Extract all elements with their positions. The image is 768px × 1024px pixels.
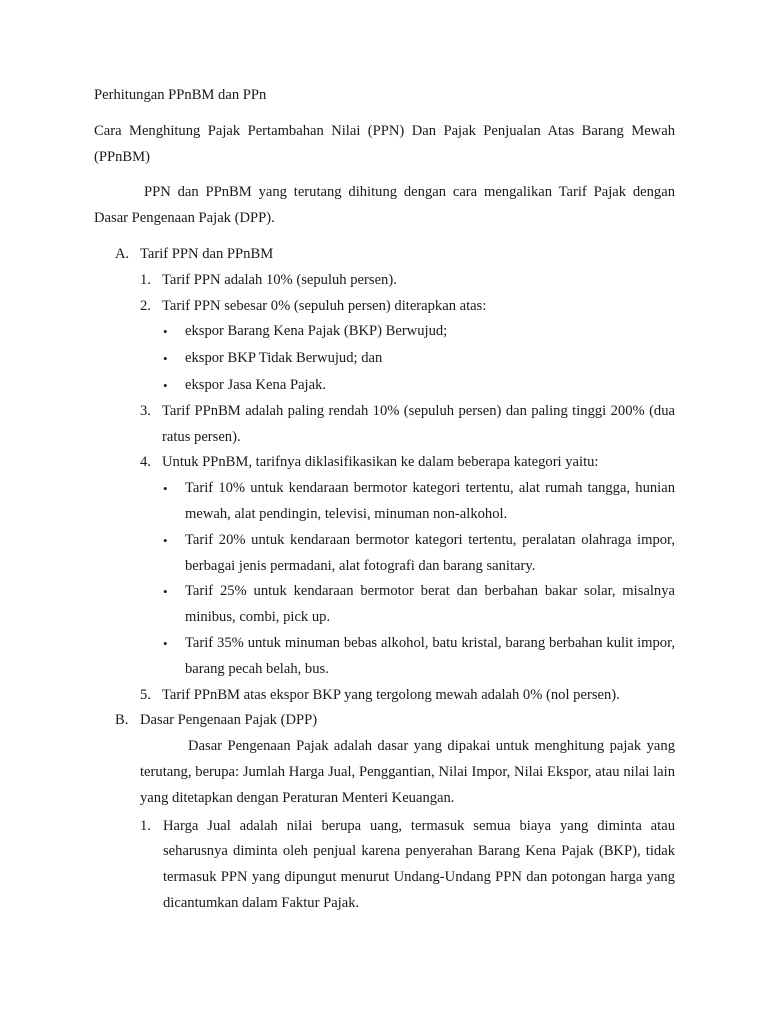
bullet-item: [94, 319, 675, 345]
bullet-icon: •: [163, 532, 168, 548]
section-b-marker: B.: [115, 712, 129, 729]
bullet-item: [94, 579, 675, 631]
list-item-text: Tarif PPnBM atas ekspor BKP yang tergolong mewah adalah 0% (nol persen).: [162, 686, 620, 703]
list-item-a3: [94, 399, 675, 451]
document-page: [94, 83, 675, 917]
list-marker: 1.: [140, 271, 151, 288]
list-item-text: Tarif PPnBM adalah paling rendah 10% (sepuluh persen) dan paling tinggi 200% (dua ratus persen).: [162, 402, 675, 445]
bullet-item: [94, 631, 675, 683]
intro-paragraph: PPN dan PPnBM yang terutang dihitung dengan cara mengalikan Tarif Pajak dengan Dasar Pengenaan Pajak (DPP).: [94, 184, 675, 227]
section-b: [94, 708, 675, 916]
section-b-paragraph: Dasar Pengenaan Pajak adalah dasar yang dipakai untuk menghitung pajak yang terutang, berupa: Jumlah Harga Jual, Penggantian, Nilai Impor, Nilai Ekspor, atau nilai lain yang ditetapkan dengan Peraturan Menteri Keuangan.: [140, 738, 675, 806]
list-item-text: Tarif PPN sebesar 0% (sepuluh persen) diterapkan atas:: [162, 297, 487, 314]
bullet-icon: •: [163, 481, 168, 497]
list-item-b1: [140, 814, 675, 917]
bullet-icon: •: [163, 584, 168, 600]
list-item-text: Untuk PPnBM, tarifnya diklasifikasikan ke dalam beberapa kategori yaitu:: [162, 454, 599, 471]
list-marker: 5.: [140, 686, 151, 703]
bullet-text: Tarif 10% untuk kendaraan bermotor kategori tertentu, alat rumah tangga, hunian mewah, alat pendingin, televisi, minuman non-alkohol.: [185, 480, 675, 522]
bullet-text: ekspor BKP Tidak Berwujud; dan: [185, 350, 383, 367]
bullet-text: Tarif 20% untuk kendaraan bermotor kategori tertentu, peralatan olahraga impor, berbagai jenis permadani, alat fotografi dan barang sanitary.: [185, 531, 675, 574]
document-subtitle: Cara Menghitung Pajak Pertambahan Nilai (PPN) Dan Pajak Penjualan Atas Barang Mewah (PPnBM): [94, 122, 675, 165]
bullet-icon: •: [163, 324, 168, 340]
document-title: Perhitungan PPnBM dan PPn: [94, 87, 267, 103]
bullet-icon: •: [163, 351, 168, 367]
bullet-text: Tarif 25% untuk kendaraan bermotor berat dan berbahan bakar solar, misalnya minibus, combi, pick up.: [185, 583, 675, 626]
section-a-marker: A.: [115, 245, 130, 262]
section-a: [94, 242, 675, 708]
section-a-heading: Tarif PPN dan PPnBM: [140, 245, 274, 262]
list-item-a4: [94, 450, 675, 476]
list-marker: 1.: [140, 817, 151, 834]
list-item-a1: [94, 268, 675, 294]
section-b-heading: Dasar Pengenaan Pajak (DPP): [140, 712, 318, 729]
bullet-text: ekspor Jasa Kena Pajak.: [185, 376, 327, 393]
list-marker: 2.: [140, 297, 151, 314]
bullet-icon: •: [163, 635, 168, 651]
list-item-text: Tarif PPN adalah 10% (sepuluh persen).: [162, 271, 397, 288]
bullet-item: [94, 346, 675, 372]
list-item-text: Harga Jual adalah nilai berupa uang, termasuk semua biaya yang diminta atau seharusnya diminta oleh penjual karena penyerahan Barang Kena Pajak (BKP), tidak termasuk PPN yang dipungut menurut Undang-Undang PPN dan potongan harga yang dicantumkan dalam Faktur Pajak.: [163, 817, 675, 911]
list-item-a5: [94, 683, 675, 709]
list-item-a2: [94, 294, 675, 320]
bullet-text: ekspor Barang Kena Pajak (BKP) Berwujud;: [185, 323, 448, 340]
bullet-item: [94, 373, 675, 399]
bullet-text: Tarif 35% untuk minuman bebas alkohol, batu kristal, barang berbahan kulit impor, barang pecah belah, bus.: [185, 634, 675, 677]
bullet-item: [94, 476, 675, 528]
bullet-icon: •: [163, 377, 168, 393]
bullet-item: [94, 528, 675, 580]
list-marker: 3.: [140, 402, 151, 419]
list-marker: 4.: [140, 454, 151, 471]
